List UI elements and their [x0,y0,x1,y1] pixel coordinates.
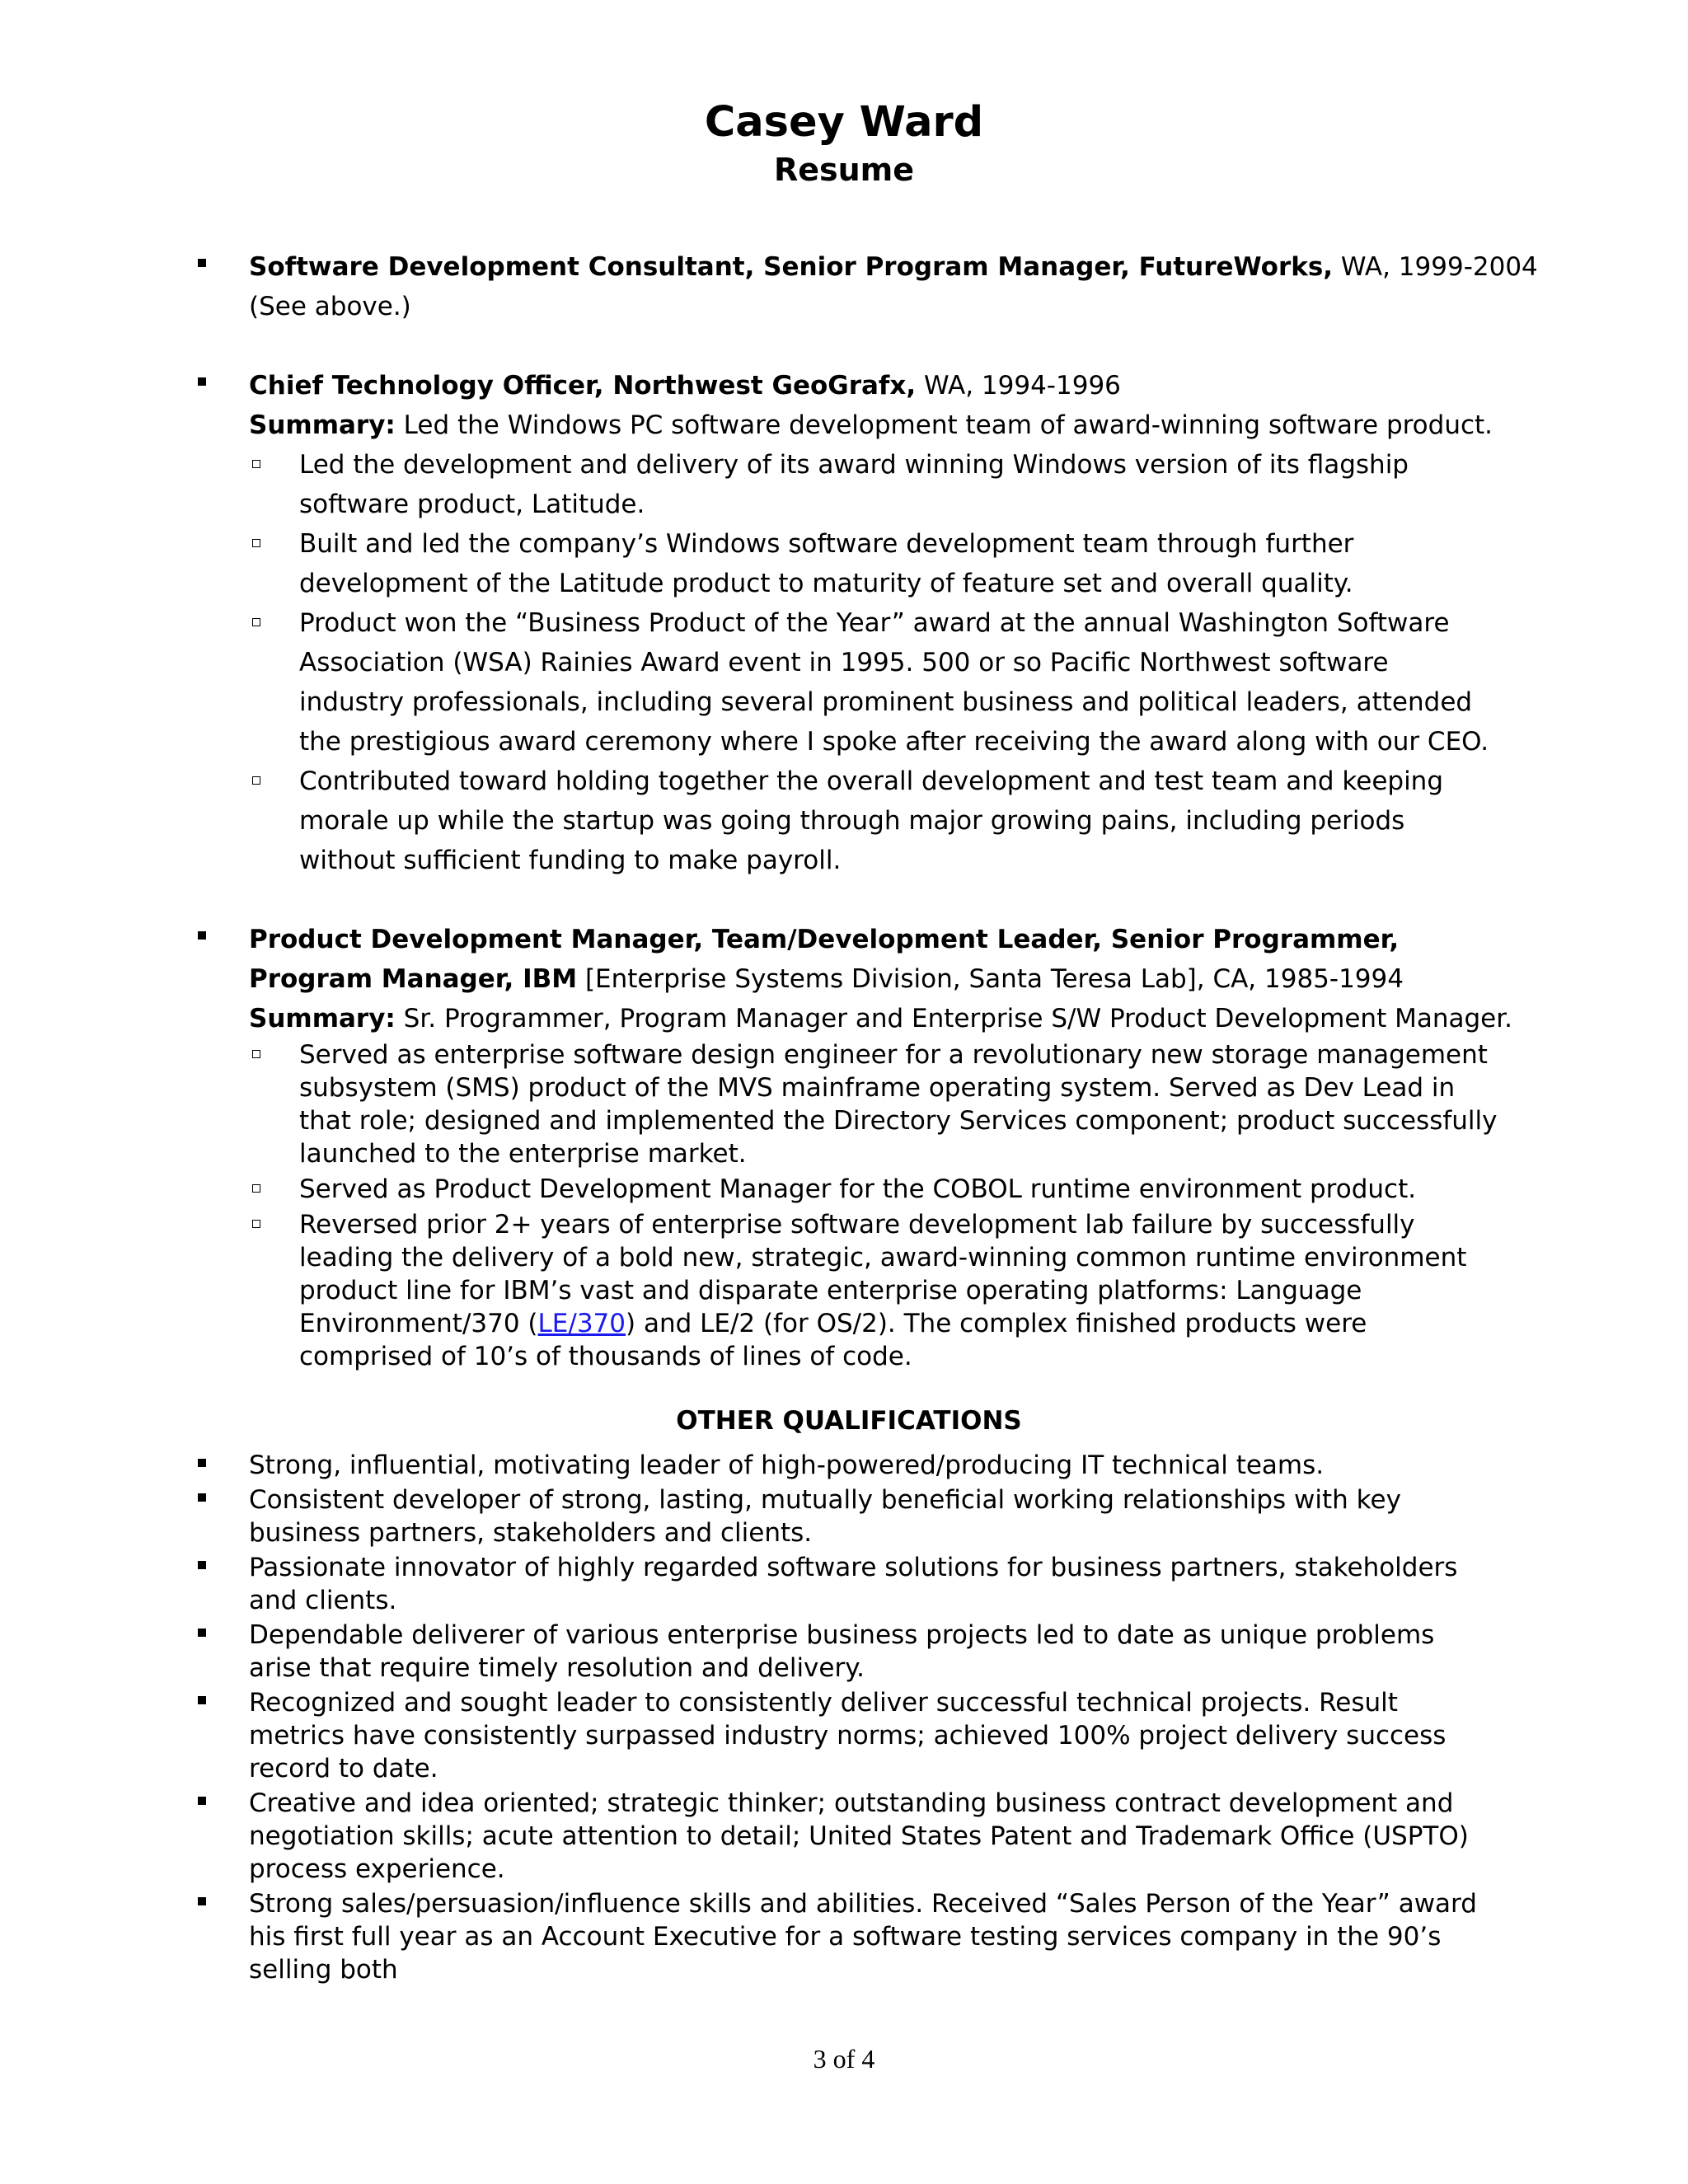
list-item [198,1787,1500,1886]
list-item [249,524,1500,603]
list-item [249,762,1500,880]
list-item [249,445,1500,524]
hollow-square-bullet-icon [252,1220,260,1228]
list-item [198,1686,1500,1785]
list-item-text: Creative and idea oriented; strategic thinker; outstanding business contract development and negotiation skills; acute attention to detail; United States Patent and Trademark Office (USPTO) process experience. [249,1788,1469,1884]
list-item [249,1173,1500,1206]
candidate-name: Casey Ward [704,98,984,147]
list-item-text: Passionate innovator of highly regarded software solutions for business partners, stakeholders and clients. [249,1553,1458,1615]
job-entry [198,247,1538,326]
square-bullet-icon [198,1696,206,1704]
square-bullet-icon [198,1561,206,1569]
summary-text: Sr. Programmer, Program Manager and Enterprise S/W Product Development Manager. [395,1004,1512,1033]
list-item [198,1887,1500,1986]
summary-label: Summary: [249,1004,396,1033]
square-bullet-icon [198,1459,206,1467]
list-item [249,603,1500,762]
list-item-text-end: ) and LE/2 (for OS/2). The complex finished products were comprised of 10’s of thousands of lines of code. [299,1309,1367,1371]
square-bullet-icon [198,377,206,386]
list-item [198,1449,1500,1482]
hollow-square-bullet-icon [252,618,260,626]
job-summary [249,999,1512,1038]
list-item [198,1551,1500,1617]
list-item [249,1038,1500,1170]
job-entry [198,366,1500,880]
list-item-text: Served as Product Development Manager for the COBOL runtime environment product. [299,1174,1417,1204]
list-item [198,1483,1500,1549]
section-heading: OTHER QUALIFICATIONS [676,1406,1022,1436]
job-location: [Enterprise Systems Division, Santa Teresa Lab], CA, 1985-1994 [577,964,1404,994]
square-bullet-icon [198,1797,206,1805]
list-item-text: Recognized and sought leader to consistently deliver successful technical projects. Result metrics have consistently surpassed industry norms; achieved 100% project delivery success record to date. [249,1688,1447,1783]
list-item-text-start: Reversed prior 2+ years of enterprise software development lab failure by successfully leading the delivery of a bold new, strategic, award-winning common runtime environment product line for IBM’s vast and disparate enterprise operating platforms: Language Environment/370 ( [299,1210,1467,1338]
list-item [249,1208,1500,1373]
job-summary [249,405,1500,445]
square-bullet-icon [198,1629,206,1637]
list-item [198,1619,1500,1685]
list-item-text: Strong sales/persuasion/influence skills and abilities. Received “Sales Person of the Year” award his first full year as an Account Executive for a software testing services company in the 90’s selling both [249,1889,1477,1985]
job-heading [249,366,1500,405]
job-title: Chief Technology Officer, Northwest GeoGrafx, [249,371,917,401]
resume-header [0,97,1688,191]
job-title: Software Development Consultant, Senior Program Manager, FutureWorks, [249,252,1334,282]
job-location: WA, 1999-2004 [1333,252,1538,282]
square-bullet-icon [198,1897,206,1905]
list-item-text: Built and led the company’s Windows software development team through further development of the Latitude product to maturity of feature set and overall quality. [299,529,1354,598]
list-item-text: Dependable deliverer of various enterprise business projects led to date as unique problems arise that require timely resolution and delivery. [249,1620,1435,1683]
summary-text: Led the Windows PC software development team of award-winning software product. [395,410,1493,440]
list-item-text: Contributed toward holding together the overall development and test team and keeping morale up while the startup was going through major growing pains, including periods without sufficient funding to make payroll. [299,766,1444,875]
le370-link[interactable]: LE/370 [537,1309,626,1338]
hollow-square-bullet-icon [252,776,260,785]
resume-body [198,247,1538,1988]
square-bullet-icon [198,259,206,267]
list-item-text: Strong, influential, motivating leader of high-powered/producing IT technical teams. [249,1451,1325,1480]
square-bullet-icon [198,931,206,940]
list-item-text: Product won the “Business Product of the Year” award at the annual Washington Software Association (WSA) Rainies Award event in 1995. 500 or so Pacific Northwest software industry professionals, including several prominent business and political leaders, attended the prestigious award ceremony where I spoke after receiving the award along with our CEO. [299,608,1489,757]
job-note: (See above.) [249,292,411,321]
resume-subtitle: Resume [773,152,915,188]
list-item-text: Led the development and delivery of its award winning Windows version of its flagship software product, Latitude. [299,450,1409,519]
list-item-text: Served as enterprise software design engineer for a revolutionary new storage management subsystem (SMS) product of the MVS mainframe operating system. Served as Dev Lead in that role; designed and implemented the Directory Services component; product successfully launched to the enterprise market. [299,1040,1498,1169]
job-heading [249,920,1500,999]
job-entry [198,920,1512,1373]
list-item-text: Consistent developer of strong, lasting, mutually beneficial working relationships with key business partners, stakeholders and clients. [249,1485,1401,1548]
summary-label: Summary: [249,410,396,440]
square-bullet-icon [198,1493,206,1502]
page-number: 3 of 4 [813,2044,875,2074]
hollow-square-bullet-icon [252,1184,260,1193]
job-location: WA, 1994-1996 [916,371,1121,401]
job-heading [249,247,1538,287]
achievement-list [249,445,1500,880]
hollow-square-bullet-icon [252,539,260,547]
hollow-square-bullet-icon [252,1050,260,1058]
achievement-list [249,1038,1500,1373]
job-title: Product Development Manager, Team/Development Leader, Senior Programmer, Program Manager, IBM [249,925,1400,994]
hollow-square-bullet-icon [252,460,260,468]
qualifications-list [198,1449,1500,1986]
